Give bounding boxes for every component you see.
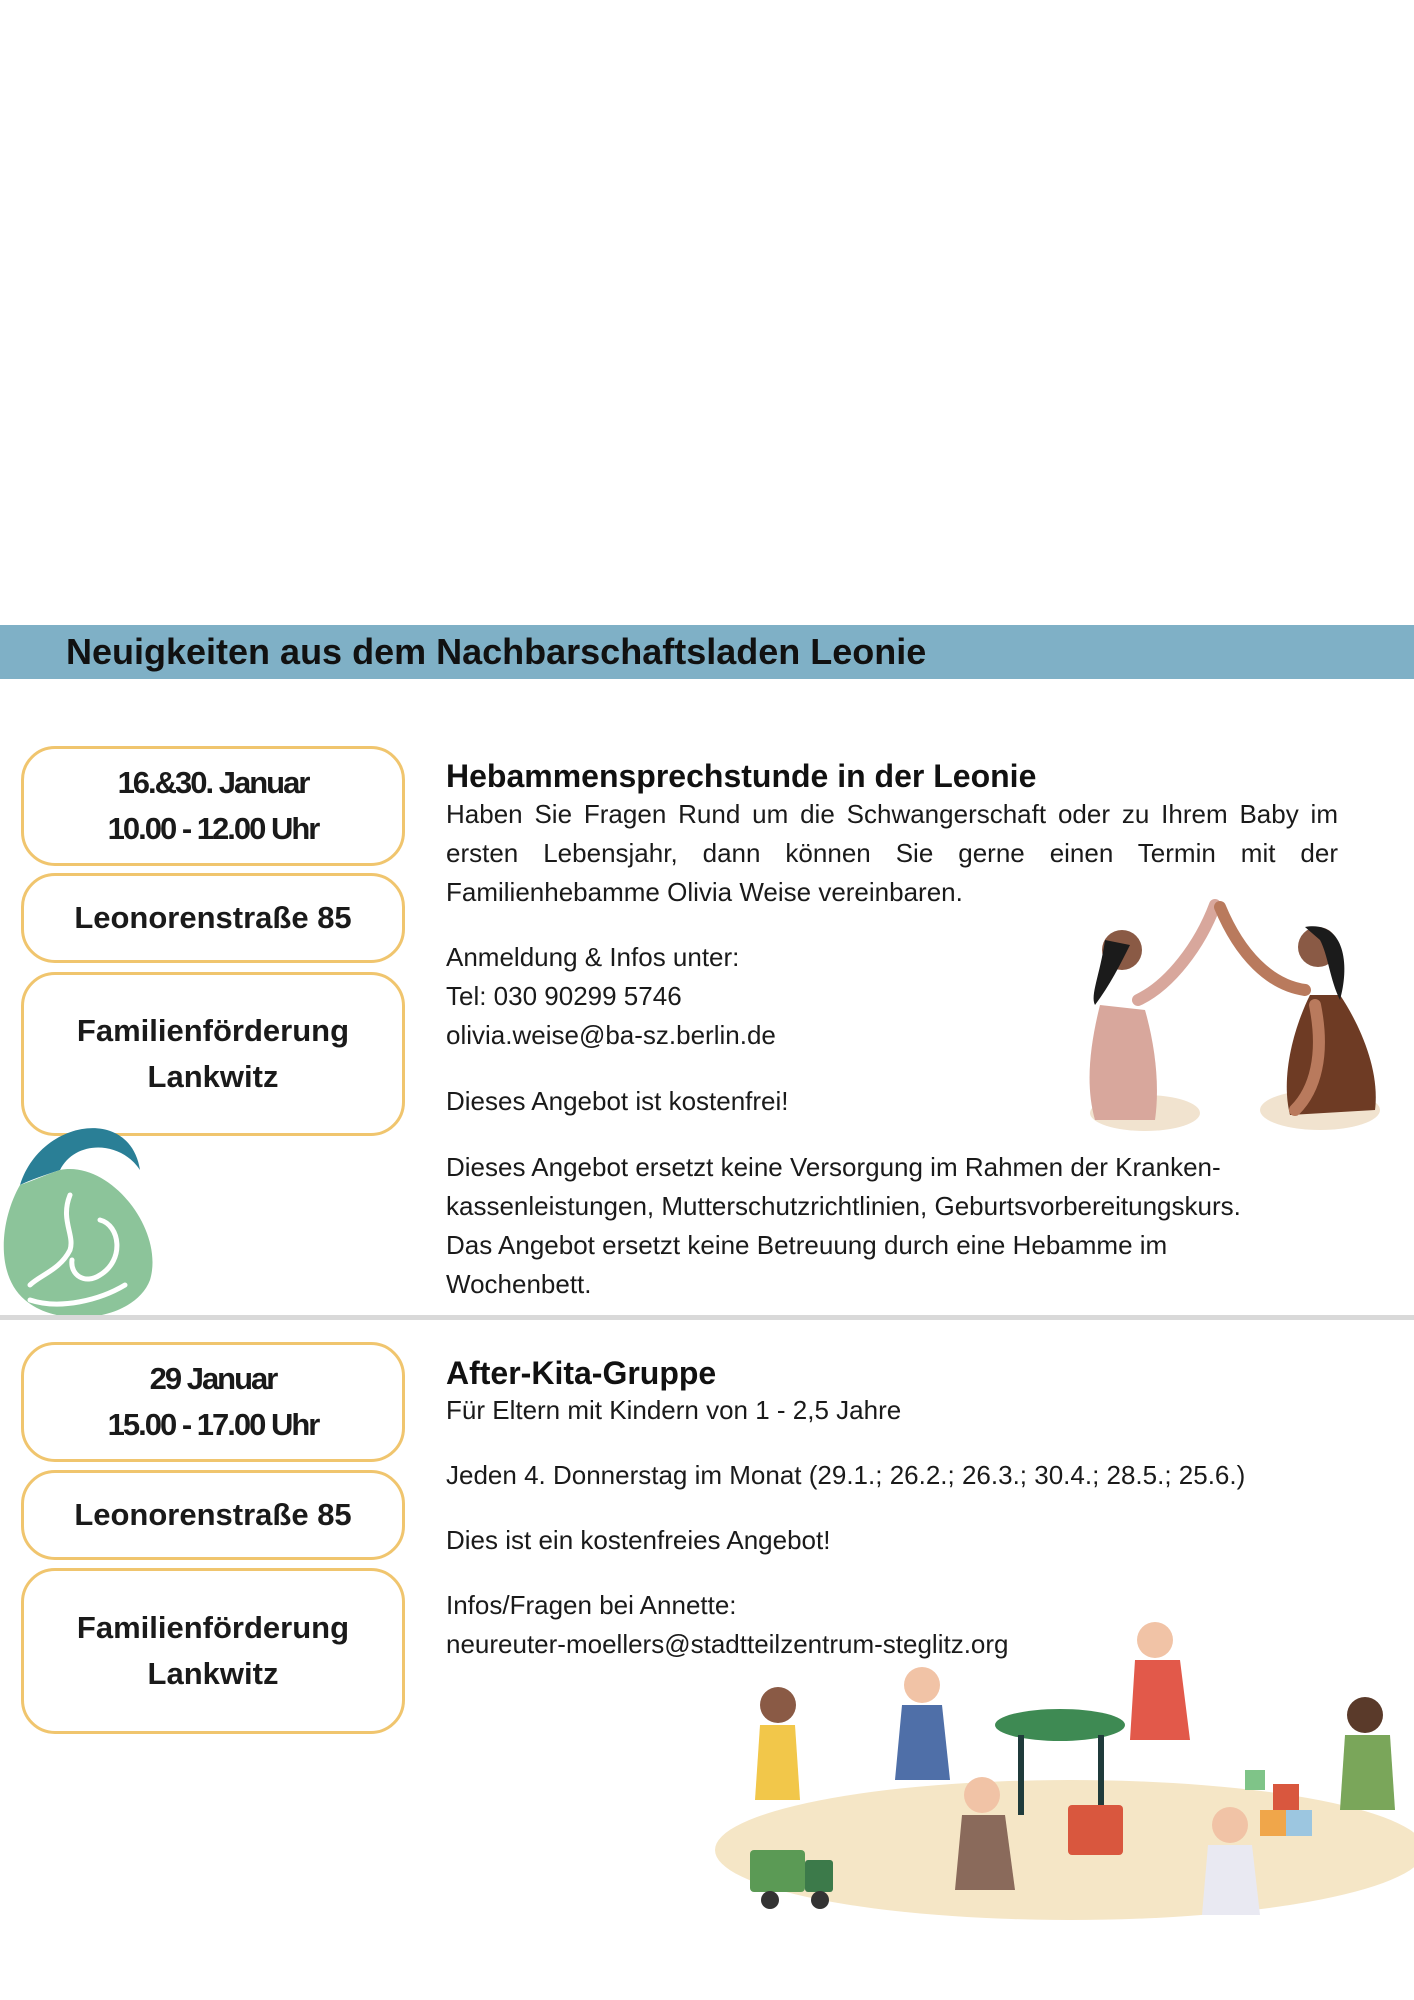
event-1-address-box <box>21 873 405 963</box>
page-title: Neuigkeiten aus dem Nachbarschaftsladen Leonie <box>66 631 927 672</box>
event-1-email[interactable]: olivia.weise@ba-sz.berlin.de <box>446 1020 776 1050</box>
event-2-title: After-Kita-Gruppe <box>446 1355 717 1391</box>
event-1-contact-label: Anmeldung & Infos unter: <box>446 942 740 972</box>
event-2-free-note: Dies ist ein kostenfreies Angebot! <box>446 1525 831 1555</box>
children-playing-illustration <box>700 1610 1414 1930</box>
event-1-title: Hebammensprechstunde in der Leonie <box>446 758 1037 794</box>
event-2-email[interactable]: neureuter-moellers@stadtteilzentrum-steglitz.org <box>446 1629 1009 1659</box>
event-1-contact <box>446 938 776 1055</box>
event-1-date: 16.&30. Januar <box>117 765 309 800</box>
event-2-address-box <box>21 1470 405 1560</box>
event-1-org-line2: Lankwitz <box>147 1059 279 1094</box>
event-2-org-line2: Lankwitz <box>147 1656 279 1691</box>
event-1-intro-text: Haben Sie Fragen Rund um die Schwangerschaft oder zu Ihrem Baby im ersten Lebensjahr, dann können Sie gerne einen Termin mit der Familienhebamme Olivia Weise vereinbaren. <box>446 799 1338 907</box>
mother-baby-logo-icon <box>0 1100 160 1325</box>
event-1-disclaimer-line2: kassenleistungen, Mutterschutzrichtlinien, Geburtsvorbereitungskurs. <box>446 1191 1241 1221</box>
event-1-free-note: Dieses Angebot ist kostenfrei! <box>446 1086 789 1116</box>
event-1-disclaimer <box>446 1148 1241 1304</box>
event-2-contact-label: Infos/Fragen bei Annette: <box>446 1590 737 1620</box>
event-1-phone[interactable]: Tel: 030 90299 5746 <box>446 981 682 1011</box>
event-2-org-box <box>21 1568 405 1734</box>
header-banner <box>0 625 1414 679</box>
event-1-address: Leonorenstraße 85 <box>74 900 352 935</box>
event-2-address: Leonorenstraße 85 <box>74 1497 352 1532</box>
event-2-date-box <box>21 1342 405 1462</box>
women-high-five-illustration <box>1060 885 1400 1145</box>
event-2-schedule: Jeden 4. Donnerstag im Monat (29.1.; 26.2.; 26.3.; 30.4.; 28.5.; 25.6.) <box>446 1460 1246 1490</box>
event-2-org-line1: Familienförderung <box>76 1610 350 1645</box>
event-1-org-line1: Familienförderung <box>76 1013 350 1048</box>
event-2-date: 29 Januar <box>149 1361 277 1396</box>
event-1-time: 10.00 - 12.00 Uhr <box>107 811 319 846</box>
event-2-subtitle: Für Eltern mit Kindern von 1 - 2,5 Jahre <box>446 1395 902 1425</box>
event-1-disclaimer-line3: Das Angebot ersetzt keine Betreuung durch eine Hebamme im <box>446 1230 1168 1260</box>
event-1-disclaimer-line1: Dieses Angebot ersetzt keine Versorgung im Rahmen der Kranken- <box>446 1152 1221 1182</box>
event-1-disclaimer-line4: Wochenbett. <box>446 1269 592 1299</box>
event-2-time: 15.00 - 17.00 Uhr <box>107 1407 319 1442</box>
event-1-date-box <box>21 746 405 866</box>
section-divider <box>0 1315 1414 1320</box>
